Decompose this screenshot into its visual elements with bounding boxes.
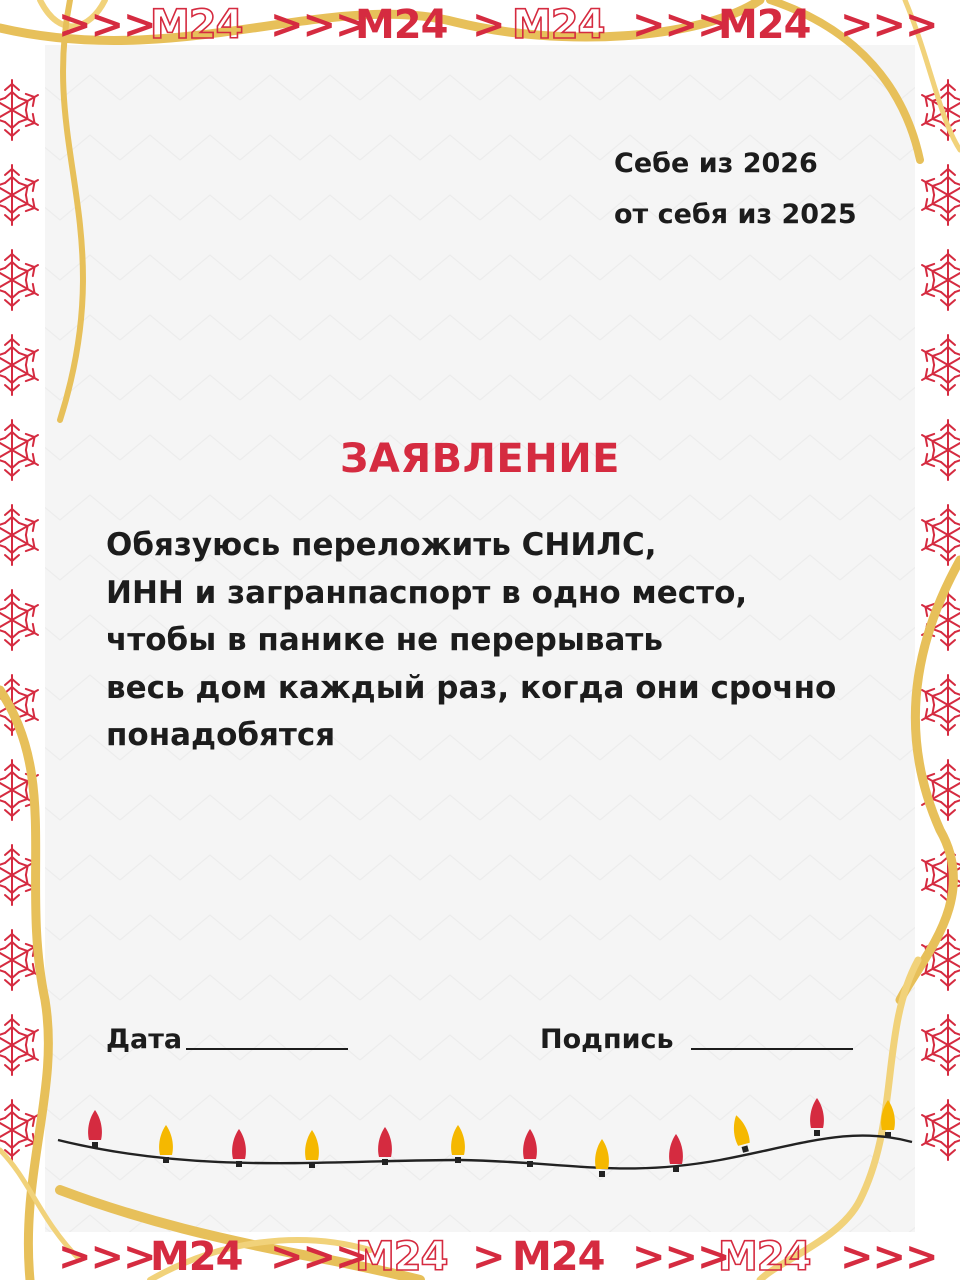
arrows-icon: >>>: [270, 2, 368, 48]
logo-m24: М24: [512, 1234, 605, 1280]
statement-line: ИНН и загранпаспорт в одно место,: [106, 574, 748, 611]
date-field-line: [186, 1048, 348, 1050]
logo-m24-outline: М24: [355, 1234, 448, 1280]
document-title: ЗАЯВЛЕНИЕ: [340, 436, 620, 482]
logo-m24-outline: М24: [512, 2, 605, 48]
sender-line: от себя из 2025: [614, 199, 857, 230]
logo-m24: М24: [150, 1234, 243, 1280]
logo-m24-outline: М24: [150, 2, 243, 48]
arrows-icon: >>>: [270, 1234, 368, 1280]
arrows-icon: >>>: [632, 1234, 730, 1280]
statement-line: весь дом каждый раз, когда они срочно: [106, 669, 837, 706]
arrows-icon: >>>: [840, 1234, 938, 1280]
logo-m24: М24: [718, 2, 811, 48]
statement-line: понадобятся: [106, 717, 336, 753]
brand-banner-top: [0, 0, 960, 48]
brand-banner-bottom: [0, 1232, 960, 1280]
logo-m24: М24: [355, 2, 448, 48]
signature-label: Подпись: [540, 1024, 674, 1055]
arrows-icon: >>>: [840, 2, 938, 48]
logo-m24-outline: М24: [718, 1234, 811, 1280]
arrows-icon: >>>: [58, 1234, 156, 1280]
recipient-line: Себе из 2026: [614, 148, 818, 179]
signature-field-line: [691, 1048, 853, 1050]
arrows-icon: >>>: [632, 2, 730, 48]
date-label: Дата: [106, 1024, 183, 1055]
statement-line: Обязуюсь переложить СНИЛС,: [106, 527, 657, 563]
arrows-icon: >>>: [58, 2, 156, 48]
arrow-icon: >: [472, 1234, 505, 1280]
statement-line: чтобы в панике не перерывать: [106, 622, 663, 658]
snowflake-border-right: [919, 80, 960, 1160]
snowflake-border-left: [0, 80, 41, 1160]
statement-body: [106, 522, 886, 760]
arrow-icon: >: [472, 2, 505, 48]
